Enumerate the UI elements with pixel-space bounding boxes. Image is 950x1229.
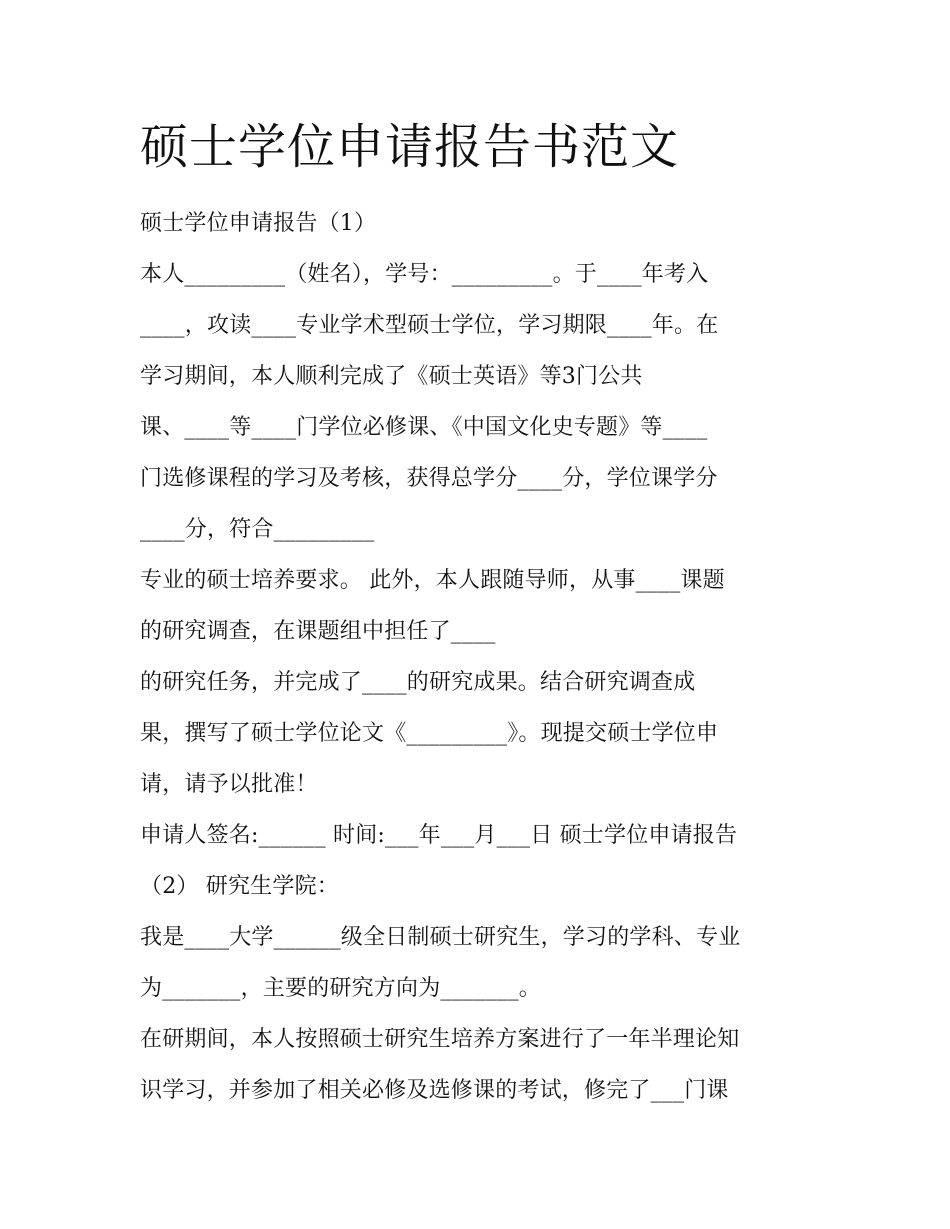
- document-body: [140, 198, 830, 1116]
- text-line: 识学习，并参加了相关必修及选修课的考试，修完了___门课: [140, 1078, 729, 1103]
- text-line: 请，请予以批准！: [140, 772, 318, 797]
- text-line: 本人_________（姓名），学号：_________。于____年考入: [140, 262, 709, 287]
- text-line: ____分，符合_________: [140, 517, 375, 542]
- text-line: 硕士学位申请报告（1）: [140, 211, 377, 236]
- text-line: （2） 研究生学院：: [140, 874, 339, 899]
- text-line: ____，攻读____专业学术型硕士学位，学习期限____年。在: [140, 313, 719, 338]
- text-line: 在研期间，本人按照硕士研究生培养方案进行了一年半理论知: [140, 1027, 740, 1052]
- text-line: 专业的硕士培养要求。 此外，本人跟随导师，从事____课题: [140, 568, 725, 593]
- text-line: 为_______，主要的研究方向为_______。: [140, 976, 542, 1001]
- text-line: 的研究任务，并完成了____的研究成果。结合研究调查成: [140, 670, 696, 695]
- text-line: 我是____大学______级全日制硕士研究生，学习的学科、专业: [140, 925, 741, 950]
- document-title: 硕士学位申请报告书范文: [140, 119, 680, 175]
- text-line: 果，撰写了硕士学位论文《_________》。现提交硕士学位申: [140, 721, 719, 746]
- text-line: 课、____等____门学位必修课、《中国文化史专题》等____: [140, 415, 708, 440]
- text-line: 学习期间，本人顺利完成了《硕士英语》等3门公共: [140, 364, 643, 389]
- text-line: 的研究调查，在课题组中担任了____: [140, 619, 496, 644]
- text-line: 申请人签名:______ 时间:___年___月___日 硕士学位申请报告: [140, 823, 738, 848]
- text-line: 门选修课程的学习及考核，获得总学分____分，学位课学分: [140, 466, 718, 491]
